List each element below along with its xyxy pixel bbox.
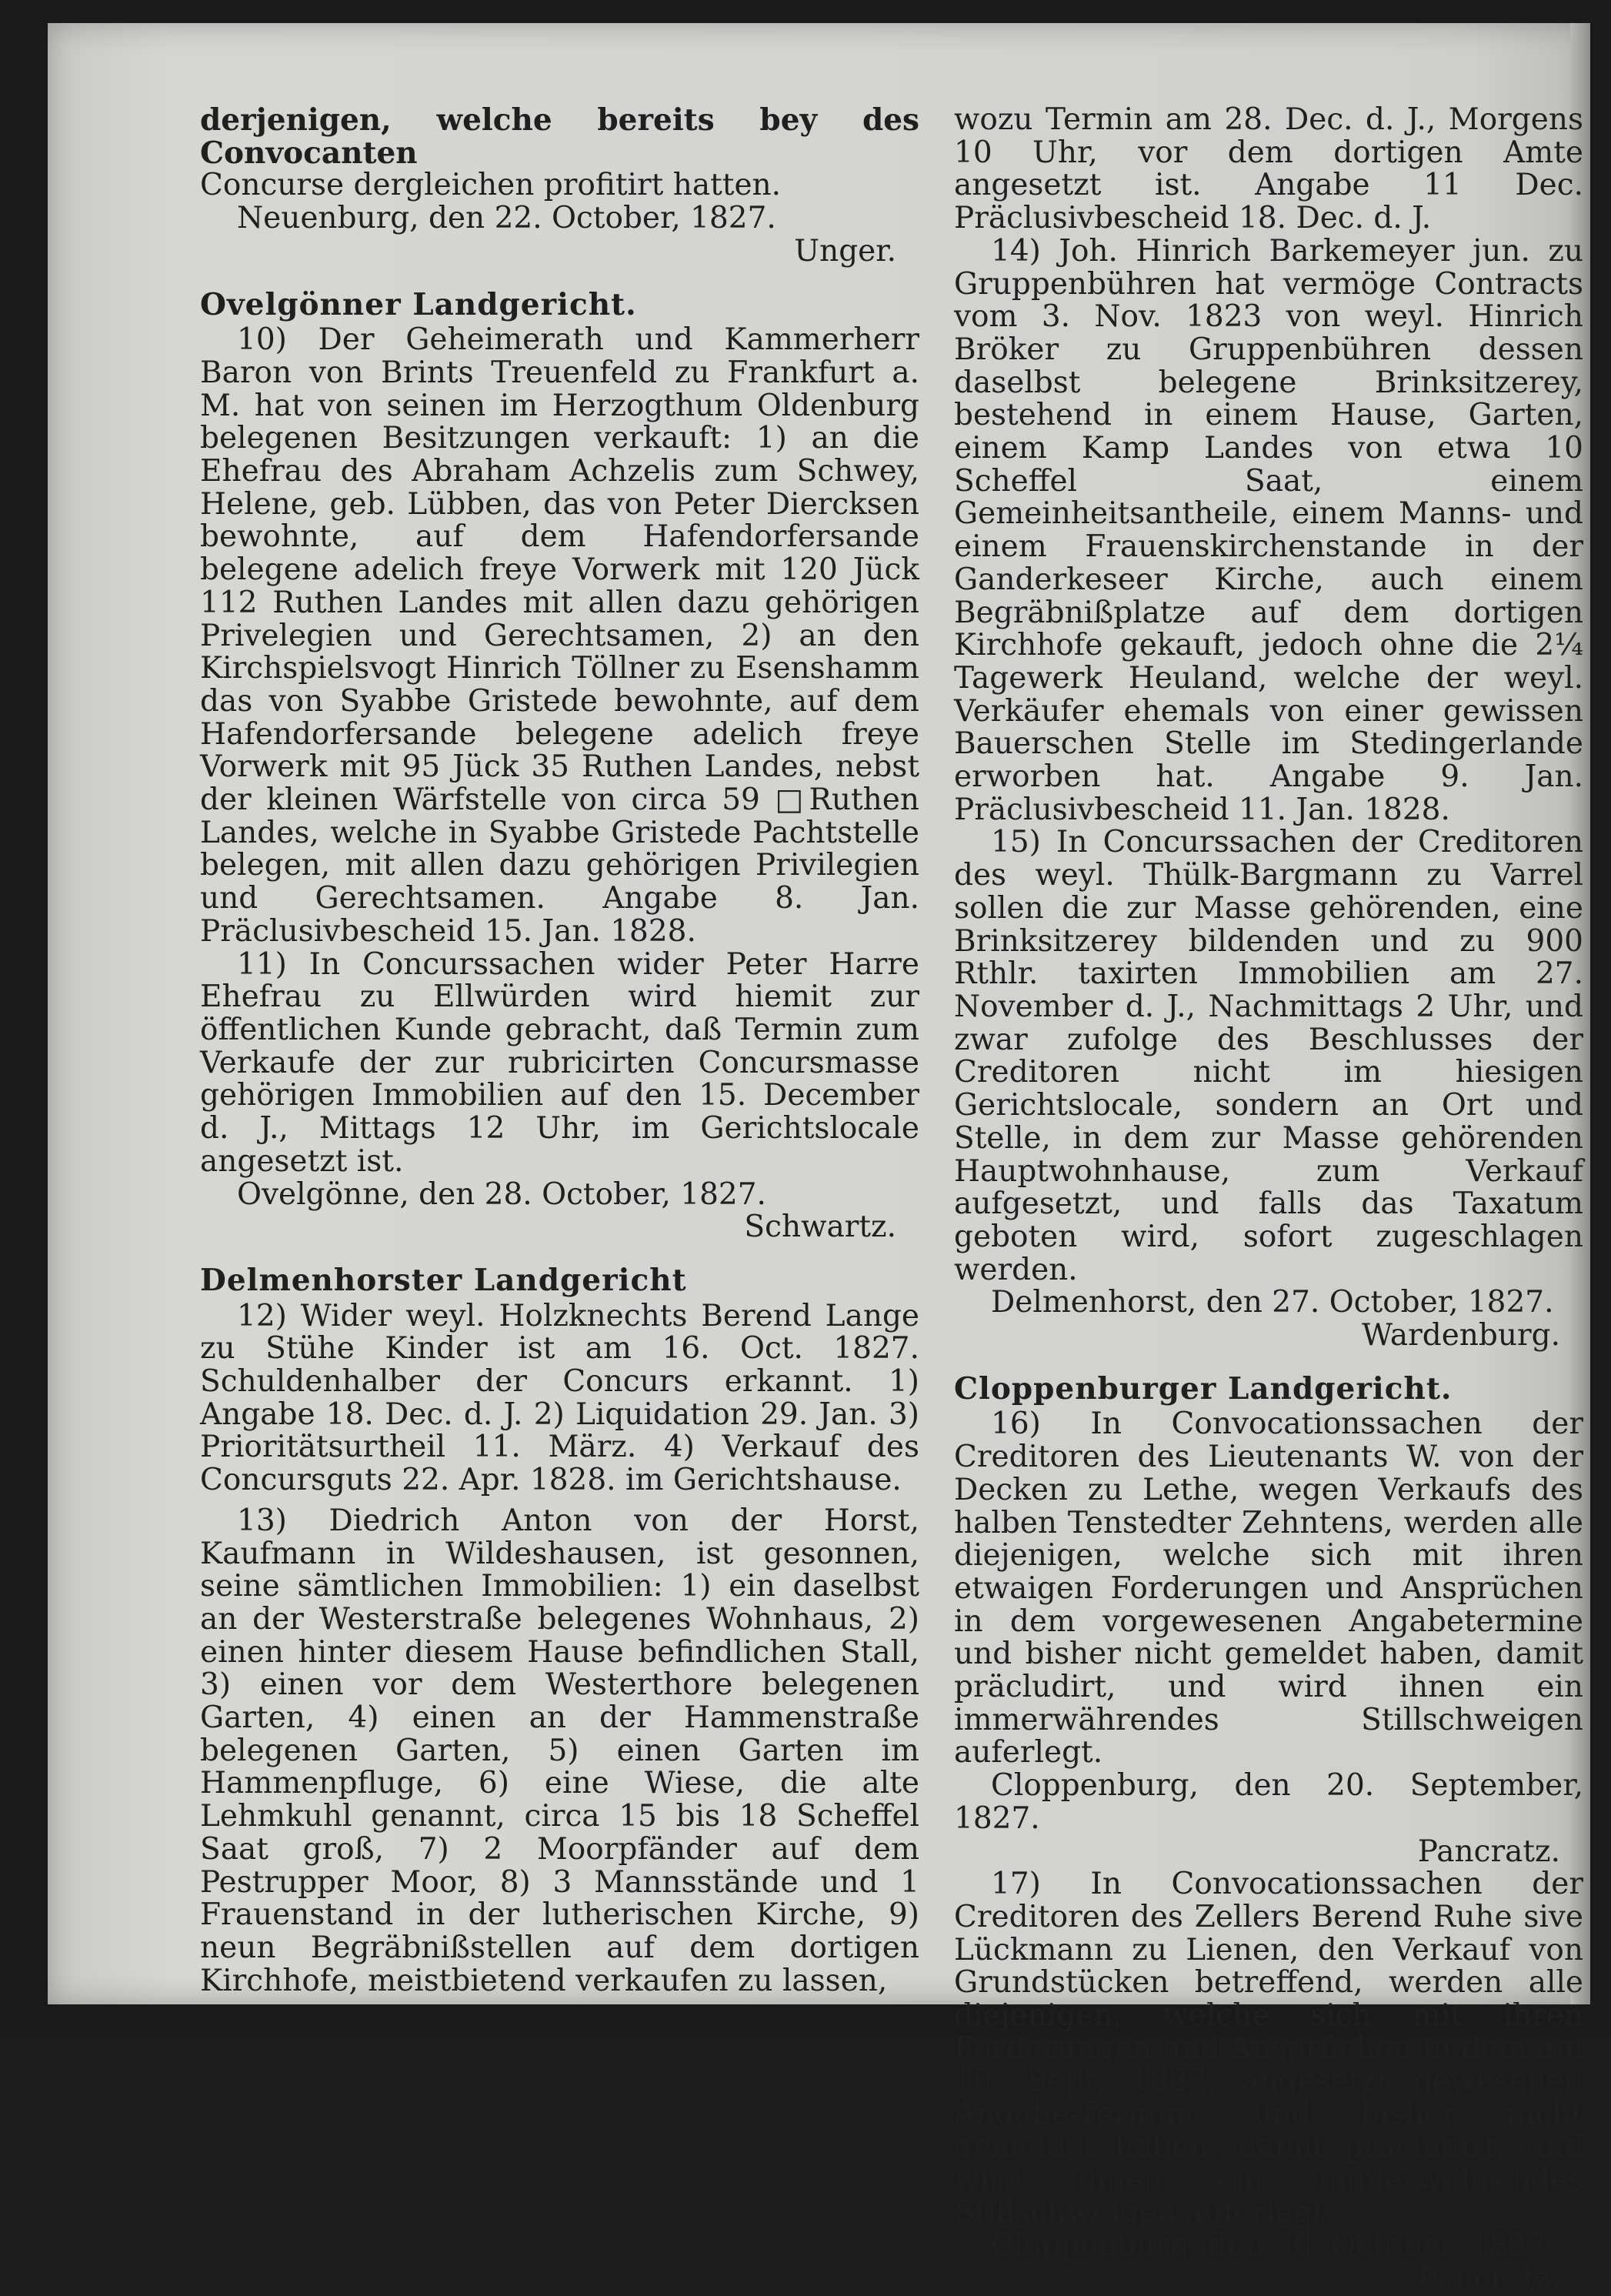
- right-column: [954, 104, 1583, 2295]
- signature: Schwartz.: [744, 1210, 896, 1245]
- section-heading: Delmenhorster Landgericht: [200, 1262, 687, 1298]
- section-heading: Ovelgönner Landgericht.: [200, 286, 637, 322]
- signature: Pancratz.: [1417, 2261, 1560, 2296]
- signature: Unger.: [794, 233, 896, 269]
- notice-item: 16) In Convocationssachen der Creditoren des Lieutenants W. von der Decken zu Lethe, wegen Verkaufs des halben Tenstedter Zehntens, werden alle diejenigen, welche sich mit ihren etwaigen Forderungen und Ansprüchen in dem vorgewesenen Angabetermine und bisher nicht gemeldet haben, damit präcludirt, und wird ihnen ein immerwährendes Stillschweigen auferlegt.: [954, 1407, 1583, 1770]
- notice-item: 11) In Concurssachen wider Peter Harre Ehefrau zu Ellwürden wird hiemit zur öffentlichen Kunde gebracht, daß Termin zum Verkaufe der zur rubricirten Concursmasse gehörigen Immobilien auf den 15. December d. J., Mittags 12 Uhr, im Gerichtslocale angesetzt ist.: [200, 946, 919, 1179]
- left-column: [200, 104, 919, 1997]
- signature: Wardenburg.: [1362, 1318, 1560, 1353]
- place-date: Delmenhorst, den 27. October, 1827.: [991, 1285, 1554, 1320]
- paragraph-line: derjenigen, welche bereits bey des Convocanten: [200, 102, 919, 171]
- place-date: Neuenburg, den 22. October, 1827.: [237, 201, 776, 236]
- notice-item: 14) Joh. Hinrich Barkemeyer jun. zu Gruppenbühren hat vermöge Contracts vom 3. Nov. 1823 von weyl. Hinrich Bröker zu Gruppenbühren dessen daselbst belegene Brinksitzerey, bestehend in einem Hause, Garten, einem Kamp Landes von etwa 10 Scheffel Saat, einem Gemeinheitsantheile, einem Manns- und einem Frauenskirchenstande in der Ganderkeseer Kirche, auch einem Begräbnißplatze auf dem dortigen Kirchhofe gekauft, jedoch ohne die 2¼ Tagewerk Heuland, welche der weyl. Verkäufer ehemals von einer gewissen Bauerschen Stelle im Stedingerlande erworben hat. Angabe 9. Jan. Präclusivbescheid 11. Jan. 1828.: [954, 233, 1583, 827]
- notice-item: 17) In Convocationssachen der Creditoren des Zellers Berend Ruhe sive Lückmann zu Lienen, den Verkauf von Grundstücken betreffend, werden alle diejenigen, welche sich mit ihren Forderungen und Ansprüchen in dem am 10. Sept. 1827. angesetzt gewesenen Angabe-Termine und bisher nicht gemeldet haben, damit präcludirt, und wird ihnen ein immerwährendes Stillschweigen auferlegt.: [954, 1867, 1583, 2231]
- notice-item: 10) Der Geheimerath und Kammerherr Baron von Brints Treuenfeld zu Frankfurt a. M. hat von seinen im Herzogthum Oldenburg belegenen Besitzungen verkauft: 1) an die Ehefrau des Abraham Achzelis zum Schwey, Helene, geb. Lübben, das von Peter Diercksen bewohnte, auf dem Hafendorfersande belegene adelich freye Vorwerk mit 120 Jück 112 Ruthen Landes mit allen dazu gehörigen Privelegien und Gerechtsamen, 2) an den Kirchspielsvogt Hinrich Töllner zu Esenshamm das von Syabbe Gristede bewohnte, auf dem Hafendorfersande belegene adelich freye Vorwerk mit 95 Jück 35 Ruthen Landes, nebst der kleinen Wärfstelle von circa 59 □Ruthen Landes, welche in Syabbe Gristede Pachtstelle belegen, mit allen dazu gehörigen Privilegien und Gerechtsamen. Angabe 8. Jan. Präclusivbescheid 15. Jan. 1828.: [200, 322, 919, 949]
- signature: Pancratz.: [1417, 1834, 1560, 1869]
- notice-item: 13) Diedrich Anton von der Horst, Kaufmann in Wildeshausen, ist gesonnen, seine sämtlichen Immobilien: 1) ein daselbst an der Westerstraße belegenes Wohnhaus, 2) einen hinter diesem Hause befindlichen Stall, 3) einen vor dem Westerthore belegenen Garten, 4) einen an der Hammenstraße belegenen Garten, 5) einen Garten im Hammenpfluge, 6) eine Wiese, die alte Lehmkuhl genannt, circa 15 bis 18 Scheffel Saat groß, 7) 2 Moorpfänder auf dem Pestrupper Moor, 8) 3 Mannsstände und 1 Frauenstand in der lutherischen Kirche, 9) neun Begräbnißstellen auf dem dortigen Kirchhofe, meistbietend verkaufen zu lassen,: [200, 1503, 919, 1998]
- place-date: Cloppenburg, den 20. September, 1827.: [954, 1768, 1583, 1836]
- notice-item: 15) In Concurssachen der Creditoren des weyl. Thülk-Bargmann zu Varrel sollen die zur Masse gehörenden, eine Brinksitzerey bildenden und zu 900 Rthlr. taxirten Immobilien am 27. November d. J., Nachmittags 2 Uhr, und zwar zufolge des Beschlusses der Creditoren nicht im hiesigen Gerichtslocale, sondern an Ort und Stelle, in dem zur Masse gehörenden Hauptwohnhause, zum Verkauf aufgesetzt, und falls das Taxatum geboten wird, sofort zugeschlagen werden.: [954, 825, 1583, 1287]
- section-heading: Cloppenburger Landgericht.: [954, 1370, 1453, 1407]
- paragraph-line: Concurse dergleichen profitirt hatten.: [200, 168, 782, 203]
- place-date: Ovelgönne, den 28. October, 1827.: [237, 1176, 766, 1212]
- notice-continuation: wozu Termin am 28. Dec. d. J., Morgens 10 Uhr, vor dem dortigen Amte angesetzt ist. Angabe 11 Dec. Präclusivbescheid 18. Dec. d. J.: [954, 102, 1583, 236]
- notice-item: 12) Wider weyl. Holzknechts Berend Lange zu Stühe Kinder ist am 16. Oct. 1827. Schuldenhalber der Concurs erkannt. 1) Angabe 18. Dec. d. J. 2) Liquidation 29. Jan. 3) Prioritätsurtheil 11. März. 4) Verkauf des Concursguts 22. Apr. 1828. im Gerichtshause.: [200, 1298, 919, 1498]
- place-date: Cloppenburg, den 30. October, 1827.: [991, 2228, 1556, 2263]
